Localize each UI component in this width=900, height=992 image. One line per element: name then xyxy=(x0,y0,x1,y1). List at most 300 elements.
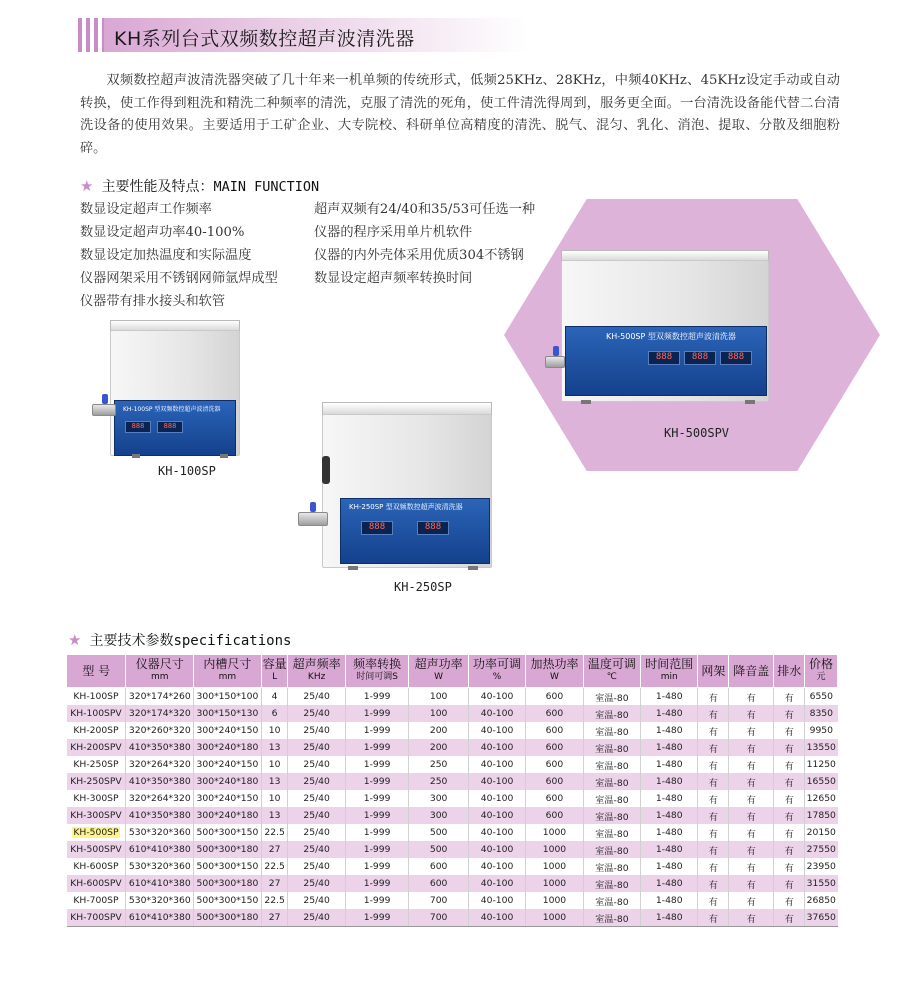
device-kh500spv-image xyxy=(545,250,785,405)
table-cell: 1-999 xyxy=(345,756,409,773)
header-text: 加热功率 xyxy=(530,657,579,671)
device-control-panel xyxy=(340,498,490,564)
table-cell: 室温-80 xyxy=(583,773,640,790)
model-cell: KH-700SPV xyxy=(67,909,126,927)
table-cell: 有 xyxy=(774,722,805,739)
table-cell: 40-100 xyxy=(468,773,525,790)
drain-valve xyxy=(545,356,565,368)
table-cell: 1-480 xyxy=(641,875,698,892)
feature-item: 数显设定超声功率40-100% xyxy=(80,225,245,240)
model-cell: KH-500SPV xyxy=(67,841,126,858)
table-cell: 300*150*130 xyxy=(194,705,262,722)
table-cell: 有 xyxy=(729,790,774,807)
table-row xyxy=(67,858,838,875)
table-cell: 25/40 xyxy=(288,892,345,909)
specs-header-cell xyxy=(194,655,262,688)
table-cell: 25/40 xyxy=(288,807,345,824)
table-cell: 100 xyxy=(409,705,468,722)
table-cell: 26850 xyxy=(805,892,838,909)
table-cell: 1-480 xyxy=(641,705,698,722)
table-cell: 600 xyxy=(409,875,468,892)
table-cell: 40-100 xyxy=(468,739,525,756)
table-cell: 1000 xyxy=(526,909,583,927)
table-cell: 有 xyxy=(729,756,774,773)
drain-valve-knob xyxy=(102,394,108,404)
table-cell: 40-100 xyxy=(468,875,525,892)
model-cell: KH-300SPV xyxy=(67,807,126,824)
table-cell: 40-100 xyxy=(468,688,525,706)
header-text: 超声功率 xyxy=(414,657,463,671)
table-cell: 1-999 xyxy=(345,824,409,841)
feature-item: 仪器的程序采用单片机软件 xyxy=(314,225,473,240)
table-cell: 有 xyxy=(729,841,774,858)
table-cell: 27550 xyxy=(805,841,838,858)
table-cell: 410*350*380 xyxy=(126,773,194,790)
header-unit: L xyxy=(272,672,278,682)
feature-item: 数显设定加热温度和实际温度 xyxy=(80,248,252,263)
table-row xyxy=(67,824,838,841)
table-cell: 有 xyxy=(698,909,729,927)
table-cell: 1-999 xyxy=(345,773,409,790)
model-cell: KH-200SPV xyxy=(67,739,126,756)
table-cell: 有 xyxy=(698,824,729,841)
table-cell: 27 xyxy=(261,875,288,892)
table-row xyxy=(67,705,838,722)
table-cell: 1-480 xyxy=(641,756,698,773)
table-row xyxy=(67,688,838,706)
panel-display: 888 xyxy=(684,351,716,365)
panel-display: 888 xyxy=(361,521,393,535)
table-cell: 1000 xyxy=(526,892,583,909)
device-foot xyxy=(468,566,478,570)
table-cell: 40-100 xyxy=(468,892,525,909)
table-cell: 室温-80 xyxy=(583,705,640,722)
table-cell: 25/40 xyxy=(288,858,345,875)
table-row xyxy=(67,756,838,773)
specs-header-cell xyxy=(468,655,525,688)
table-cell: 8350 xyxy=(805,705,838,722)
table-cell: 6 xyxy=(261,705,288,722)
specs-heading-cn: 主要技术参数 xyxy=(89,633,174,649)
table-cell: 530*320*360 xyxy=(126,892,194,909)
table-cell: 610*410*380 xyxy=(126,875,194,892)
header-text: 型 号 xyxy=(82,663,111,678)
table-cell: 500*300*180 xyxy=(194,909,262,927)
panel-display: 888 xyxy=(157,421,183,433)
table-cell: 22.5 xyxy=(261,858,288,875)
table-cell: 25/40 xyxy=(288,756,345,773)
table-cell: 13550 xyxy=(805,739,838,756)
table-cell: 250 xyxy=(409,773,468,790)
header-text: 容量 xyxy=(262,657,287,671)
table-cell: 25/40 xyxy=(288,790,345,807)
table-cell: 有 xyxy=(698,739,729,756)
table-cell: 有 xyxy=(774,858,805,875)
table-cell: 40-100 xyxy=(468,824,525,841)
table-cell: 有 xyxy=(774,892,805,909)
model-cell: KH-100SPV xyxy=(67,705,126,722)
panel-display: 888 xyxy=(720,351,752,365)
model-cell: KH-250SPV xyxy=(67,773,126,790)
table-cell: 1-999 xyxy=(345,722,409,739)
specs-table xyxy=(66,654,838,927)
header-unit: 时间可调S xyxy=(356,672,398,682)
table-cell: 600 xyxy=(526,688,583,706)
specs-header-cell xyxy=(288,655,345,688)
features-left-list xyxy=(80,198,278,313)
header-text: 温度可调 xyxy=(587,657,636,671)
table-cell: 600 xyxy=(526,705,583,722)
panel-title: KH-100SP 型双频数控超声波清洗器 xyxy=(123,406,221,413)
features-heading-en: MAIN FUNCTION xyxy=(213,179,320,195)
table-cell: 有 xyxy=(698,688,729,706)
header-text: 网架 xyxy=(701,663,726,678)
table-cell: 有 xyxy=(729,773,774,790)
device-control-panel xyxy=(114,400,236,456)
highlighted-model: KH-500SP xyxy=(73,827,119,838)
specs-table-body xyxy=(67,688,838,927)
table-cell: 25/40 xyxy=(288,909,345,927)
table-cell: 1-999 xyxy=(345,858,409,875)
table-cell: 有 xyxy=(729,875,774,892)
table-cell: 室温-80 xyxy=(583,807,640,824)
panel-title: KH-500SP 型双频数控超声波清洗器 xyxy=(606,332,736,341)
table-cell: 500*300*150 xyxy=(194,858,262,875)
specs-heading-en: specifications xyxy=(173,633,292,649)
device-label-kh100sp: KH-100SP xyxy=(158,464,216,478)
page-title: KH系列台式双频数控超声波清洗器 xyxy=(114,28,415,50)
header-unit: W xyxy=(434,672,444,682)
table-cell: 1-999 xyxy=(345,892,409,909)
table-cell: 40-100 xyxy=(468,790,525,807)
table-cell: 4 xyxy=(261,688,288,706)
table-cell: 1-480 xyxy=(641,688,698,706)
table-cell: 有 xyxy=(729,909,774,927)
table-cell: 1-480 xyxy=(641,858,698,875)
table-cell: 600 xyxy=(526,756,583,773)
header-text: 频率转换 xyxy=(353,657,402,671)
intro-paragraph: 双频数控超声波清洗器突破了几十年来一机单频的传统形式，低频25KHz、28KHz，中频40KHz、45KHz设定手动或自动转换，使工作得到粗洗和精洗二种频率的清洗，克服了清洗的死角，使工件清洗得周到，服务更全面。一台清洗设备能代替二台清洗设备的使用效果。主要适用于工矿企业、大专院校、科研单位高精度的清洗、脱气、混匀、乳化、消泡、提取、分散及细胞粉碎。 xyxy=(80,73,840,156)
table-cell: 600 xyxy=(526,807,583,824)
table-cell: 610*410*380 xyxy=(126,841,194,858)
table-row xyxy=(67,773,838,790)
table-cell: 16550 xyxy=(805,773,838,790)
table-cell: 23950 xyxy=(805,858,838,875)
table-cell: 40-100 xyxy=(468,705,525,722)
table-cell: 22.5 xyxy=(261,892,288,909)
table-cell: 室温-80 xyxy=(583,790,640,807)
table-cell: 室温-80 xyxy=(583,688,640,706)
header-text: 内槽尺寸 xyxy=(203,657,252,671)
table-cell: 有 xyxy=(774,739,805,756)
table-cell: 1-480 xyxy=(641,841,698,858)
specs-header-cell xyxy=(67,655,126,688)
table-cell: 300*150*100 xyxy=(194,688,262,706)
device-handle xyxy=(322,456,330,484)
table-cell: 9950 xyxy=(805,722,838,739)
specs-header-cell xyxy=(126,655,194,688)
features-right-list xyxy=(314,198,535,290)
table-cell: 1-999 xyxy=(345,909,409,927)
table-row xyxy=(67,841,838,858)
table-cell: 300*240*150 xyxy=(194,790,262,807)
specs-header-cell xyxy=(698,655,729,688)
specs-heading xyxy=(68,630,291,650)
table-cell: 320*260*320 xyxy=(126,722,194,739)
specs-header-cell xyxy=(261,655,288,688)
feature-item: 数显设定超声工作频率 xyxy=(80,202,212,217)
header-unit: min xyxy=(660,672,678,682)
device-control-panel xyxy=(565,326,767,396)
table-cell: 300*240*180 xyxy=(194,739,262,756)
device-foot xyxy=(348,566,358,570)
panel-display: 888 xyxy=(417,521,449,535)
table-cell: 13 xyxy=(261,773,288,790)
table-cell: 40-100 xyxy=(468,807,525,824)
table-cell: 500*300*150 xyxy=(194,824,262,841)
specs-header-cell xyxy=(641,655,698,688)
table-cell: 1-999 xyxy=(345,739,409,756)
table-cell: 300 xyxy=(409,790,468,807)
table-cell: 1-480 xyxy=(641,722,698,739)
table-cell: 1-480 xyxy=(641,909,698,927)
feature-item: 仪器带有排水接头和软管 xyxy=(80,294,226,309)
table-cell: 10 xyxy=(261,756,288,773)
table-cell: 600 xyxy=(526,739,583,756)
table-cell: 有 xyxy=(729,688,774,706)
table-cell: 300*240*180 xyxy=(194,773,262,790)
table-cell: 25/40 xyxy=(288,773,345,790)
table-cell: 40-100 xyxy=(468,841,525,858)
specs-header-cell xyxy=(526,655,583,688)
table-cell: 有 xyxy=(774,841,805,858)
model-cell: KH-200SP xyxy=(67,722,126,739)
features-heading-cn: 主要性能及特点： xyxy=(101,179,214,195)
table-cell: 300 xyxy=(409,807,468,824)
star-icon: ★ xyxy=(80,177,94,195)
feature-item: 仪器的内外壳体采用优质304不锈钢 xyxy=(314,248,524,263)
table-cell: 1-999 xyxy=(345,790,409,807)
device-kh250sp-image xyxy=(298,402,498,572)
table-cell: 1-999 xyxy=(345,807,409,824)
table-cell: 17850 xyxy=(805,807,838,824)
table-cell: 室温-80 xyxy=(583,756,640,773)
model-cell: KH-250SP xyxy=(67,756,126,773)
table-cell: 有 xyxy=(698,858,729,875)
table-cell: 有 xyxy=(698,722,729,739)
table-cell: 500 xyxy=(409,824,468,841)
model-cell: KH-300SP xyxy=(67,790,126,807)
feature-item: 数显设定超声频率转换时间 xyxy=(314,271,473,286)
table-cell: 27 xyxy=(261,841,288,858)
table-cell: 410*350*380 xyxy=(126,739,194,756)
device-foot xyxy=(581,400,591,404)
table-cell: 12650 xyxy=(805,790,838,807)
table-cell: 有 xyxy=(729,824,774,841)
header-text: 价格 xyxy=(809,657,834,671)
device-foot xyxy=(220,454,228,458)
table-row xyxy=(67,909,838,927)
table-cell: 31550 xyxy=(805,875,838,892)
table-cell: 室温-80 xyxy=(583,909,640,927)
table-cell: 27 xyxy=(261,909,288,927)
table-cell: 37650 xyxy=(805,909,838,927)
table-row xyxy=(67,892,838,909)
model-cell: KH-700SP xyxy=(67,892,126,909)
table-cell: 25/40 xyxy=(288,739,345,756)
model-cell: KH-600SPV xyxy=(67,875,126,892)
table-cell: 25/40 xyxy=(288,722,345,739)
header-text: 降音盖 xyxy=(733,663,770,678)
table-cell: 25/40 xyxy=(288,875,345,892)
table-cell: 有 xyxy=(774,756,805,773)
device-kh100sp-image xyxy=(92,320,252,458)
table-cell: 有 xyxy=(774,875,805,892)
table-cell: 有 xyxy=(729,858,774,875)
specs-header-cell xyxy=(409,655,468,688)
panel-title: KH-250SP 型双频数控超声波清洗器 xyxy=(349,503,463,511)
banner-stripes xyxy=(78,18,106,52)
table-cell: 1000 xyxy=(526,875,583,892)
header-text: 功率可调 xyxy=(473,657,522,671)
table-cell: 530*320*360 xyxy=(126,858,194,875)
table-cell: 室温-80 xyxy=(583,892,640,909)
specs-header-cell xyxy=(583,655,640,688)
header-unit: mm xyxy=(218,672,237,682)
table-cell: 500*300*150 xyxy=(194,892,262,909)
feature-item: 仪器网架采用不锈钢网筛氩焊成型 xyxy=(80,271,278,286)
header-unit: W xyxy=(550,672,559,682)
table-cell: 有 xyxy=(774,807,805,824)
table-cell: 有 xyxy=(774,790,805,807)
table-cell: 40-100 xyxy=(468,756,525,773)
table-cell: 1-480 xyxy=(641,807,698,824)
table-row xyxy=(67,739,838,756)
table-cell: 10 xyxy=(261,722,288,739)
table-cell: 有 xyxy=(698,892,729,909)
drain-valve-knob xyxy=(553,346,559,356)
table-cell: 600 xyxy=(526,790,583,807)
table-cell: 室温-80 xyxy=(583,858,640,875)
table-cell: 1-480 xyxy=(641,824,698,841)
specs-header-row xyxy=(67,655,838,688)
table-cell: 500 xyxy=(409,841,468,858)
table-cell: 有 xyxy=(774,909,805,927)
feature-item: 超声双频有24/40和35/53可任选一种 xyxy=(314,202,536,217)
table-cell: 1000 xyxy=(526,824,583,841)
table-cell: 有 xyxy=(698,875,729,892)
header-unit: 元 xyxy=(816,672,826,682)
table-cell: 1-999 xyxy=(345,875,409,892)
table-cell: 500*300*180 xyxy=(194,875,262,892)
table-cell: 410*350*380 xyxy=(126,807,194,824)
table-cell: 有 xyxy=(698,756,729,773)
table-cell: 700 xyxy=(409,909,468,927)
table-cell: 600 xyxy=(409,858,468,875)
header-text: 时间范围 xyxy=(645,657,694,671)
header-unit: KHz xyxy=(307,672,326,682)
table-cell: 1-480 xyxy=(641,773,698,790)
table-cell: 6550 xyxy=(805,688,838,706)
table-cell: 有 xyxy=(698,790,729,807)
table-cell: 有 xyxy=(774,824,805,841)
specs-header-cell xyxy=(774,655,805,688)
table-cell: 25/40 xyxy=(288,705,345,722)
header-unit: % xyxy=(492,672,502,682)
panel-display: 888 xyxy=(125,421,151,433)
specs-header-cell xyxy=(345,655,409,688)
table-cell: 有 xyxy=(729,892,774,909)
model-cell: KH-100SP xyxy=(67,688,126,706)
table-cell: 700 xyxy=(409,892,468,909)
table-cell: 320*174*260 xyxy=(126,688,194,706)
table-cell: 1-480 xyxy=(641,790,698,807)
table-cell: 320*264*320 xyxy=(126,756,194,773)
table-cell: 13 xyxy=(261,739,288,756)
table-cell: 500*300*180 xyxy=(194,841,262,858)
table-cell: 1-999 xyxy=(345,688,409,706)
table-cell: 室温-80 xyxy=(583,824,640,841)
table-cell: 200 xyxy=(409,739,468,756)
table-cell: 有 xyxy=(698,705,729,722)
table-cell: 1-480 xyxy=(641,739,698,756)
table-cell: 250 xyxy=(409,756,468,773)
table-cell: 1-480 xyxy=(641,892,698,909)
device-label-kh250sp: KH-250SP xyxy=(394,580,452,594)
header-text: 超声频率 xyxy=(292,657,341,671)
features-heading xyxy=(80,176,319,196)
table-cell: 22.5 xyxy=(261,824,288,841)
table-cell: 1000 xyxy=(526,841,583,858)
title-banner xyxy=(78,18,528,52)
drain-valve xyxy=(92,404,116,416)
table-cell: 610*410*380 xyxy=(126,909,194,927)
table-cell: 300*240*180 xyxy=(194,807,262,824)
model-cell: KH-600SP xyxy=(67,858,126,875)
table-cell: 100 xyxy=(409,688,468,706)
table-row xyxy=(67,807,838,824)
header-unit: ℃ xyxy=(606,672,617,682)
table-row xyxy=(67,722,838,739)
header-text: 排水 xyxy=(777,663,802,678)
specs-header-cell xyxy=(805,655,838,688)
table-cell: 1-999 xyxy=(345,841,409,858)
panel-display: 888 xyxy=(648,351,680,365)
table-cell: 有 xyxy=(774,773,805,790)
table-cell: 有 xyxy=(698,807,729,824)
drain-valve xyxy=(298,512,328,526)
table-cell: 有 xyxy=(698,841,729,858)
table-row xyxy=(67,790,838,807)
table-cell: 600 xyxy=(526,722,583,739)
table-cell: 有 xyxy=(729,739,774,756)
table-cell: 25/40 xyxy=(288,841,345,858)
table-cell: 有 xyxy=(774,688,805,706)
table-cell: 40-100 xyxy=(468,858,525,875)
drain-valve-knob xyxy=(310,502,316,512)
table-cell: 25/40 xyxy=(288,688,345,706)
table-cell: 10 xyxy=(261,790,288,807)
table-cell: 320*264*320 xyxy=(126,790,194,807)
table-cell: 200 xyxy=(409,722,468,739)
table-cell: 有 xyxy=(729,722,774,739)
table-cell: 有 xyxy=(698,773,729,790)
device-foot xyxy=(132,454,140,458)
device-label-kh500spv: KH-500SPV xyxy=(664,426,730,440)
table-cell: 320*174*320 xyxy=(126,705,194,722)
table-cell: 1000 xyxy=(526,858,583,875)
table-cell: 13 xyxy=(261,807,288,824)
